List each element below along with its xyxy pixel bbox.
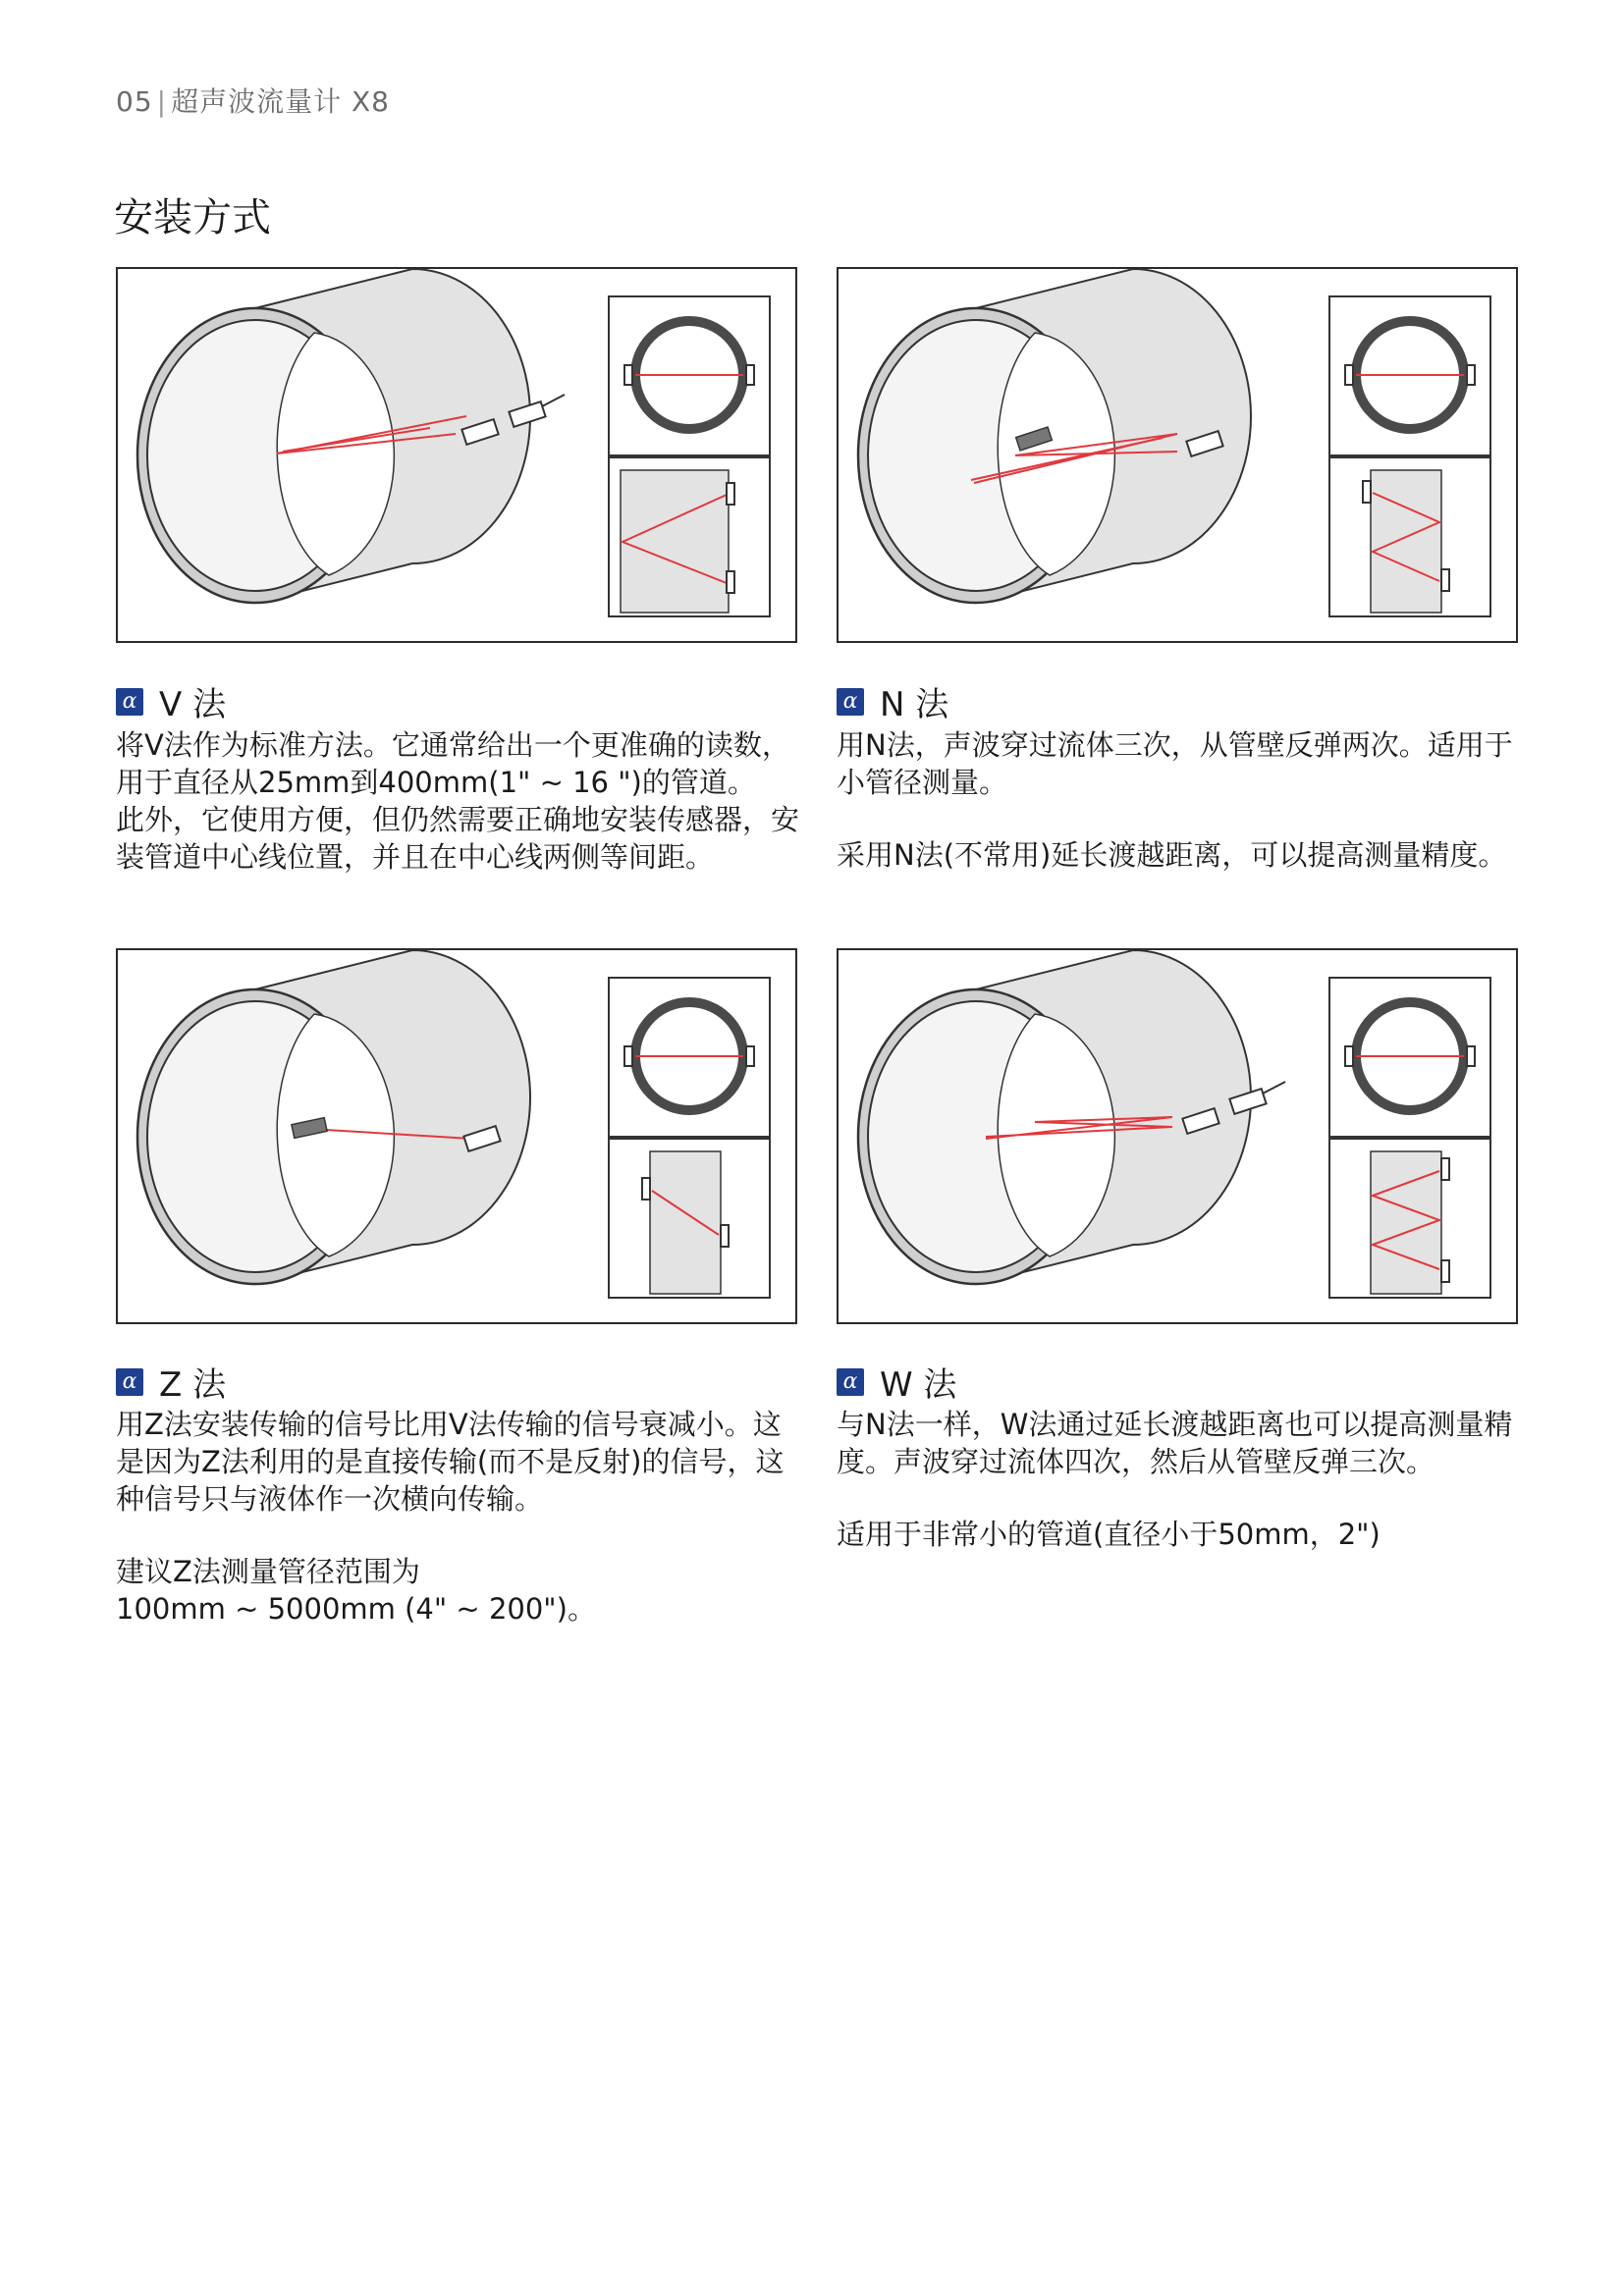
- z-method-heading: [116, 1358, 226, 1406]
- w-method-description: [837, 1406, 1524, 1553]
- n-method-diagram: [837, 267, 1518, 643]
- paragraph: 采用N法(不常用)延长渡越距离，可以提高测量精度。: [837, 838, 1507, 872]
- paragraph: 用Z法安装传输的信号比用V法传输的信号衰减小。这是因为Z法利用的是直接传输(而不是反射)的信号，这种信号只与液体作一次横向传输。: [116, 1408, 785, 1516]
- product-name: 超声波流量计 X8: [171, 85, 390, 118]
- pipe-3d: [858, 269, 1251, 603]
- w-method-heading: [837, 1358, 956, 1406]
- v-method-diagram: [116, 267, 797, 643]
- cross-section-inset: [1329, 978, 1490, 1137]
- n-method-description: [837, 726, 1524, 874]
- z-method-description: [116, 1406, 803, 1628]
- n-method-heading: [837, 677, 948, 725]
- page-number: 05: [116, 85, 153, 118]
- pipe-3d: [137, 950, 530, 1284]
- alpha-icon: α: [116, 688, 143, 716]
- z-method-diagram: [116, 948, 797, 1324]
- alpha-icon: α: [837, 1368, 864, 1396]
- z-method-title: Z 法: [159, 1365, 227, 1405]
- side-view-inset: [609, 457, 770, 616]
- paragraph: 适用于非常小的管道(直径小于50mm，2"): [837, 1518, 1380, 1551]
- w-method-diagram: [837, 948, 1518, 1324]
- side-view-inset: [1329, 457, 1490, 616]
- paragraph: 将V法作为标准方法。它通常给出一个更准确的读数，用于直径从25mm到400mm(1" ~ 16 ")的管道。: [116, 728, 790, 799]
- n-method-title: N 法: [880, 685, 949, 724]
- paragraph: 建议Z法测量管径范围为: [116, 1555, 420, 1588]
- v-method-heading: [116, 677, 226, 725]
- section-title: 安装方式: [114, 195, 271, 240]
- side-view-inset: [1329, 1139, 1490, 1298]
- v-method-title: V 法: [159, 685, 227, 724]
- w-method-title: W 法: [880, 1365, 957, 1405]
- paragraph: 用N法，声波穿过流体三次，从管壁反弹两次。适用于小管径测量。: [837, 728, 1513, 799]
- paragraph: 此外，它使用方便，但仍然需要正确地安装传感器，安装管道中心线位置，并且在中心线两侧等间距。: [116, 803, 800, 874]
- cross-section-inset: [609, 296, 770, 455]
- paragraph: 100mm ~ 5000mm (4" ~ 200")。: [116, 1592, 596, 1626]
- cross-section-inset: [1329, 296, 1490, 455]
- v-method-description: [116, 726, 803, 876]
- side-view-inset: [609, 1139, 770, 1298]
- v-method-illustration: [118, 269, 795, 641]
- alpha-icon: α: [116, 1368, 143, 1396]
- w-method-illustration: [839, 950, 1516, 1322]
- header-separator: |: [156, 85, 168, 118]
- n-method-illustration: [839, 269, 1516, 641]
- alpha-icon: α: [837, 688, 864, 716]
- paragraph: 与N法一样，W法通过延长渡越距离也可以提高测量精度。声波穿过流体四次，然后从管壁反弹三次。: [837, 1408, 1513, 1478]
- page-header: [116, 80, 390, 120]
- z-method-illustration: [118, 950, 795, 1322]
- cross-section-inset: [609, 978, 770, 1137]
